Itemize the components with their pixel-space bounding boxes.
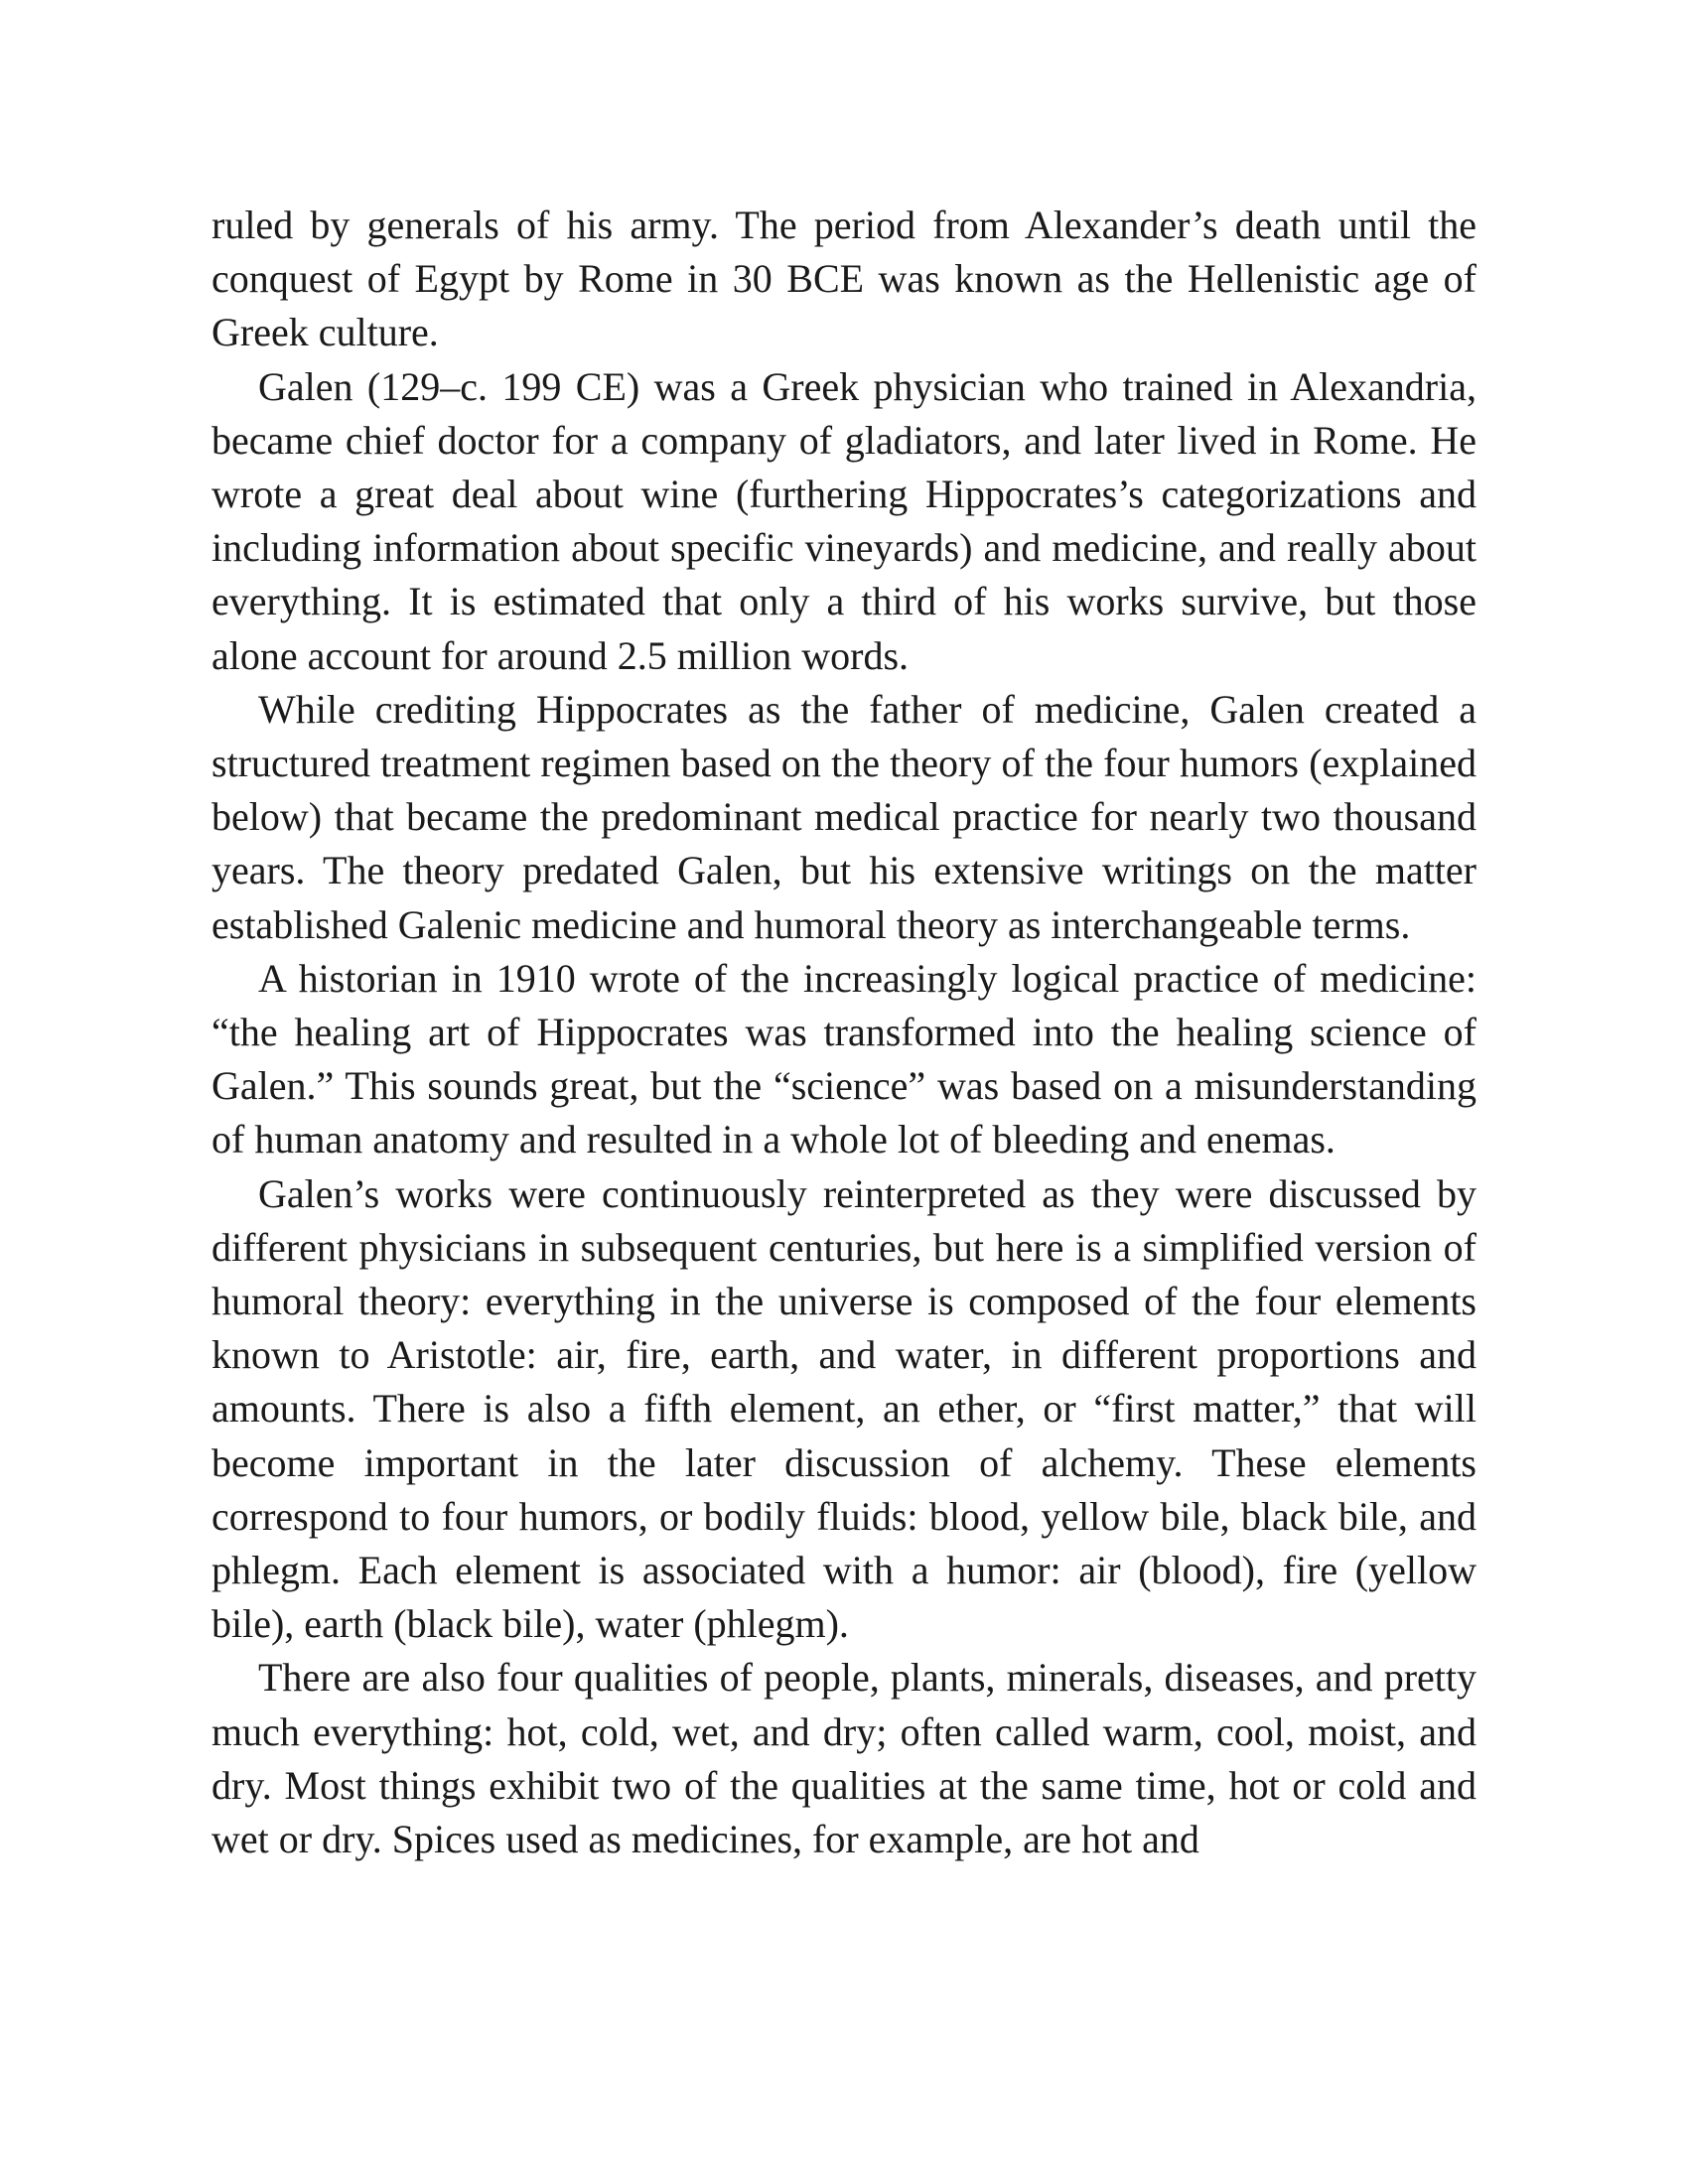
paragraph-continued: ruled by generals of his army. The period from Alexander’s death until the conquest of Egypt by Rome in 30 BCE was known as the Hellenistic age of Greek culture. [211,203,1477,355]
paragraph-historian-quote: A historian in 1910 wrote of the increasingly logical practice of medicine: “the healing art of Hippocrates was transformed into the healing science of Galen.” This sounds great, but the “science” was based on a misunderstanding of human anatomy and resulted in a whole lot of bleeding and enemas. [211,955,1477,1162]
paragraph-four-humors-regimen: While crediting Hippocrates as the father of medicine, Galen created a structured treatment regimen based on the theory of the four humors (explained below) that became the predominant medical practice for nearly two thousand years. The theory predated Galen, but his extensive writings on the matter established Galenic medicine and humoral theory as interchangeable terms. [211,686,1477,947]
paragraph-galen-bio: Galen (129–c. 199 CE) was a Greek physician who trained in Alexandria, became chief doctor for a company of gladiators, and later lived in Rome. He wrote a great deal about wine (furthering Hippocrates’s categorizations and including information about specific vineyards) and medicine, and really about everything. It is estimated that only a third of his works survive, but those alone account for around 2.5 million words. [211,363,1477,678]
paragraph-humoral-theory: Galen’s works were continuously reinterpreted as they were discussed by different physicians in subsequent centuries, but here is a simplified version of humoral theory: everything in the universe is composed of the four elements known to Aristotle: air, fire, earth, and water, in different proportions and amounts. There is also a fifth element, an ether, or “first matter,” that will become important in the later discussion of alchemy. These elements correspond to four humors, or bodily fluids: blood, yellow bile, black bile, and phlegm. Each element is associated with a humor: air (blood), fire (yellow bile), earth (black bile), water (phlegm). [211,1170,1477,1647]
paragraph-four-qualities: There are also four qualities of people, plants, minerals, diseases, and pretty much everything: hot, cold, wet, and dry; often called warm, cool, moist, and dry. Most things exhibit two of the qualities at the same time, hot or cold and wet or dry. Spices used as medicines, for example, are hot and [211,1655,1477,1862]
page-text-body [211,199,1477,1866]
